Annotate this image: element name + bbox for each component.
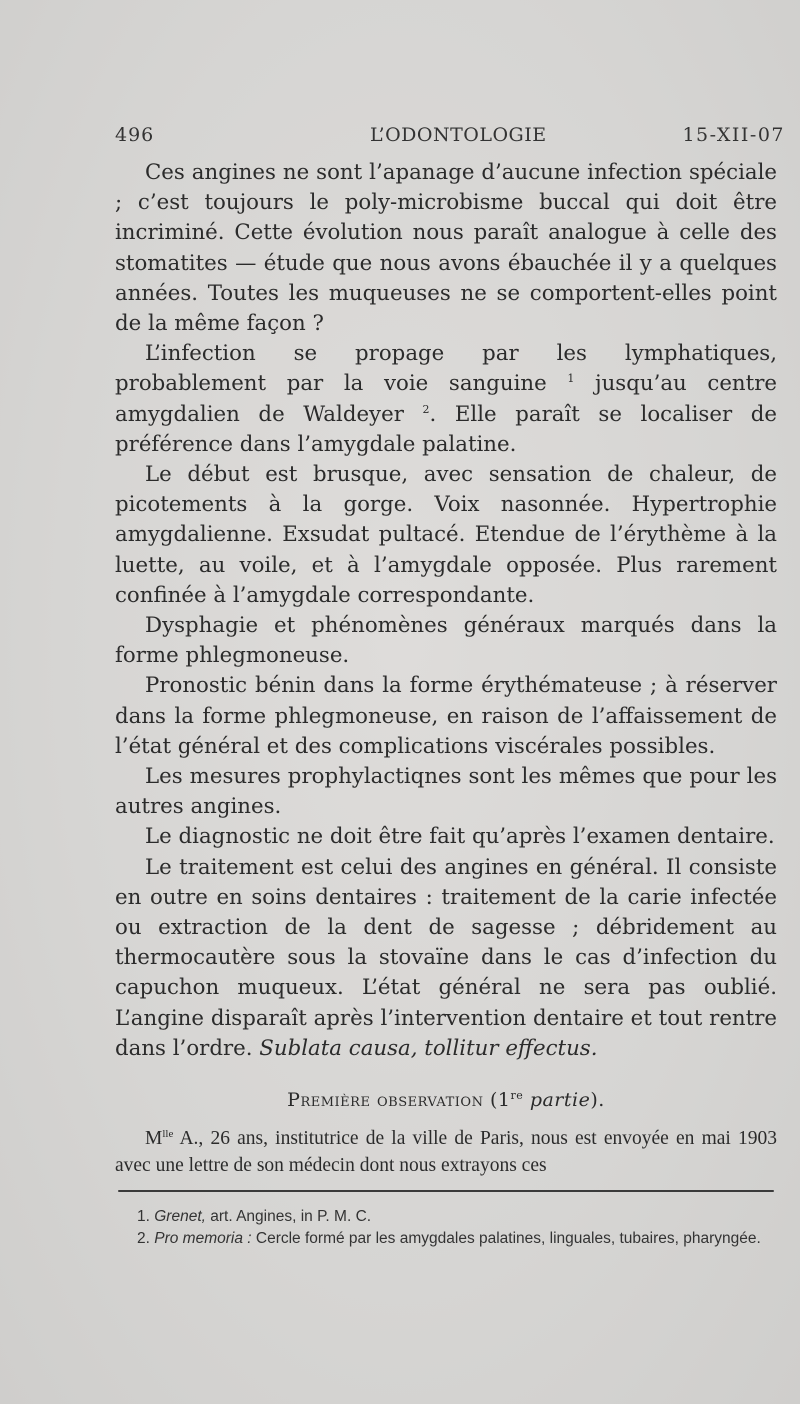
footnote-1-text: art. Angines, in P. M. C. — [205, 1208, 372, 1225]
observation-text — [115, 1125, 777, 1179]
paragraph-7: Le diagnostic ne doit être fait qu’après l’examen dentaire. — [145, 824, 775, 850]
paragraph-4: Dysphagie et phénomènes généraux marqués dans la forme phlegmoneuse. — [115, 613, 777, 669]
footnote-ref-1[interactable]: 1 — [567, 372, 575, 386]
paragraph-8-text: Le traitement est celui des angines en général. Il consiste en outre en soins dentaires : traitement de la carie infectée ou extraction de la dent de sagesse ; débridement au thermocautère sous la stovaïne dans le cas d’infection du capuchon muqueux. L’état général ne sera pas oublié. L’angine disparaît après l’intervention dentaire et tout rentre dans l’ordre. — [115, 854, 777, 1061]
footnote-2-text: Cercle formé par les amygdales palatines, linguales, tubaires, pharyngée. — [251, 1230, 761, 1247]
observation-heading-open: ( — [483, 1089, 498, 1111]
footnote-1-author: Grenet, — [154, 1208, 206, 1225]
footnote-divider — [118, 1190, 774, 1192]
footnote-2-number: 2. — [137, 1230, 155, 1247]
footnotes — [115, 1206, 777, 1250]
paragraph-3: Le début est brusque, avec sensation de chaleur, de picotements à la gorge. Voix nasonnée. Hypertrophie amygdalienne. Exsudat pultacé. Etendue de l’érythème à la luette, au voile, et à l’amygdale opposée. Plus rarement confinée à l’amygdale correspondante. — [115, 462, 777, 608]
paragraph-1: Ces angines ne sont l’apanage d’aucune infection spéciale ; c’est toujours le poly-microbisme buccal qui doit être incriminé. Cette évolution nous paraît analogue à celle des stomatites — étude que nous avons ébauchée il y a quelques années. Toutes les muqueuses ne se comportent-elles point de la même façon ? — [115, 160, 777, 337]
observation-paragraph — [115, 1125, 777, 1179]
observation-heading-close: ). — [590, 1089, 605, 1111]
footnote-1 — [115, 1206, 777, 1228]
running-header — [115, 124, 785, 152]
paragraph-2 — [115, 339, 777, 460]
paragraph-2-part-b: jusqu’au centre amygdalien de Waldeyer — [115, 371, 777, 427]
observation-body: A., 26 ans, institutrice de la ville de Paris, nous est envoyée en mai 1903 avec une lettre de son médecin dont nous extrayons ces — [115, 1128, 777, 1176]
footnote-1-number: 1. — [137, 1208, 155, 1225]
running-title: L’ODONTOLOGIE — [370, 124, 547, 146]
footnote-2 — [115, 1228, 777, 1250]
observation-heading-sup: re — [510, 1089, 524, 1102]
footnote-ref-2[interactable]: 2 — [422, 402, 430, 416]
main-text — [115, 158, 777, 1064]
latin-maxim: Sublata causa, tollitur effectus. — [259, 1035, 598, 1061]
observation-heading-number: 1 — [497, 1089, 511, 1111]
paragraph-2-part-c: . Elle paraît se localiser de préférence dans l’amygdale palatine. — [115, 401, 777, 457]
paragraph-6: Les mesures prophylactiqnes sont les mêmes que pour les autres angines. — [115, 764, 777, 820]
paragraph-2-part-a: L’infection se propage par les lymphatiques, probablement par la voie sanguine — [115, 341, 777, 397]
observation-heading — [115, 1089, 777, 1111]
salutation-sup: lle — [162, 1128, 174, 1140]
observation-heading-part: partie — [523, 1089, 591, 1111]
issue-date: 15-XII-07 — [682, 124, 785, 146]
salutation: M — [145, 1128, 163, 1149]
observation-heading-label: Première observation — [287, 1089, 484, 1111]
page-number: 496 — [115, 124, 155, 146]
paragraph-8 — [115, 853, 777, 1064]
paragraph-5: Pronostic bénin dans la forme érythémateuse ; à réserver dans la forme phlegmoneuse, en raison de l’affaissement de l’état général et des complications viscérales possibles. — [115, 673, 777, 759]
footnote-2-term: Pro memoria : — [154, 1230, 252, 1247]
